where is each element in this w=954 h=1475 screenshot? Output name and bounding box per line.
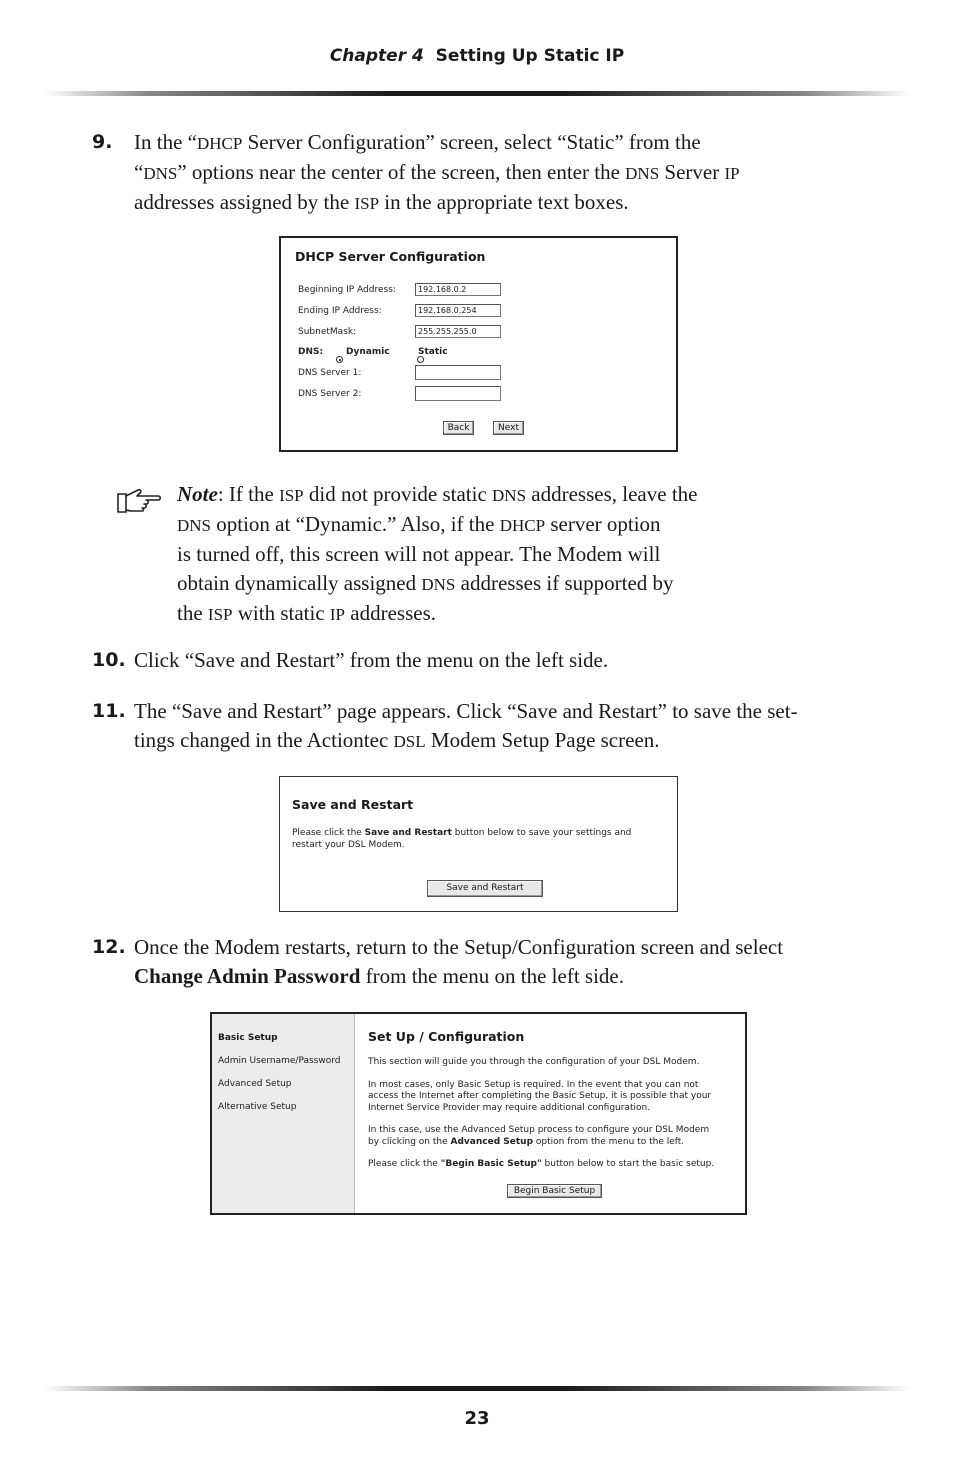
- change-admin-password-text: Change Admin Password: [134, 964, 361, 988]
- text-line: Once the Modem restarts, return to the Setup/Configuration screen and select: [134, 935, 784, 959]
- sidebar-item-admin-username-password[interactable]: Admin Username/Password: [218, 1056, 341, 1066]
- dynamic-option-label: Dynamic: [346, 347, 390, 357]
- chapter-label: Chapter 4: [329, 46, 424, 66]
- static-option-label: Static: [418, 347, 448, 357]
- pointing-hand-icon: [116, 486, 164, 516]
- setup-title: Set Up / Configuration: [368, 1029, 525, 1044]
- step-text: [134, 128, 894, 218]
- step-text: Click “Save and Restart” from the menu on the left side.: [134, 648, 609, 672]
- text-line: tings changed in the Actiontec DSL Modem Setup Page screen.: [134, 728, 660, 752]
- save-restart-instructions: [292, 828, 677, 851]
- dns-server1-label: DNS Server 1:: [298, 368, 362, 378]
- dhcp-config-screenshot: [279, 236, 678, 452]
- setup-sidebar: [212, 1014, 355, 1213]
- dns-server1-input[interactable]: [415, 365, 501, 380]
- save-restart-title: Save and Restart: [292, 797, 414, 812]
- text-line: restart your DSL Modem.: [292, 839, 405, 850]
- save-restart-screenshot: [279, 776, 678, 912]
- step-number: 10.: [92, 649, 126, 671]
- text-line: obtain dynamically assigned DNS addresses if supported by: [177, 571, 674, 595]
- begin-basic-setup-button[interactable]: Begin Basic Setup: [507, 1184, 602, 1198]
- static-radio[interactable]: [417, 356, 424, 363]
- chapter-title: Setting Up Static IP: [435, 46, 625, 66]
- setup-body: [368, 1057, 743, 1171]
- text-line: “DNS” options near the center of the screen, then enter the DNS Server IP: [134, 160, 740, 184]
- text-line: In most cases, only Basic Setup is required. In the event that you can not: [368, 1079, 699, 1090]
- step-number: 9.: [92, 131, 113, 153]
- text-line: addresses assigned by the ISP in the appropriate text boxes.: [134, 190, 629, 214]
- text-line: In this case, use the Advanced Setup process to configure your DSL Modem: [368, 1125, 710, 1135]
- text-line: Please click the Save and Restart button below to save your settings and: [292, 828, 632, 838]
- running-header: [0, 46, 954, 66]
- note-block: [177, 480, 797, 629]
- end-ip-label: Ending IP Address:: [298, 306, 382, 316]
- text-line: Change Admin Password from the menu on the left side.: [134, 964, 624, 988]
- subnet-mask-label: SubnetMask:: [298, 327, 357, 337]
- next-button[interactable]: Next: [493, 421, 524, 435]
- dhcp-title: DHCP Server Configuration: [295, 249, 486, 264]
- note-label: Note: [177, 482, 218, 506]
- text-line: DNS option at “Dynamic.” Also, if the DHCP server option: [177, 512, 661, 536]
- page-number: 23: [464, 1408, 490, 1429]
- end-ip-input[interactable]: 192.168.0.254: [415, 304, 501, 317]
- save-and-restart-button[interactable]: Save and Restart: [427, 880, 543, 897]
- text-line: Note: If the ISP did not provide static DNS addresses, leave the: [177, 482, 698, 506]
- sidebar-item-advanced-setup[interactable]: Advanced Setup: [218, 1079, 292, 1089]
- sidebar-item-basic-setup[interactable]: Basic Setup: [218, 1033, 278, 1043]
- text-line: Please click the "Begin Basic Setup" button below to start the basic setup.: [368, 1159, 715, 1169]
- dns-label: DNS:: [298, 347, 324, 357]
- setup-config-screenshot: [210, 1012, 747, 1215]
- dns-server2-label: DNS Server 2:: [298, 389, 362, 399]
- subnet-mask-input[interactable]: 255.255.255.0: [415, 325, 501, 338]
- text-line: the ISP with static IP addresses.: [177, 601, 436, 625]
- text-line: by clicking on the Advanced Setup option from the menu to the left.: [368, 1136, 685, 1147]
- dns-server2-input[interactable]: [415, 386, 501, 401]
- text-line: access the Internet after completing the Basic Setup, it is possible that your: [368, 1091, 712, 1101]
- step-text: [134, 697, 894, 756]
- begin-ip-input[interactable]: 192.168.0.2: [415, 283, 501, 296]
- step-number: 12.: [92, 936, 126, 958]
- back-button[interactable]: Back: [443, 421, 474, 435]
- step-text: [134, 933, 894, 991]
- begin-ip-label: Beginning IP Address:: [298, 285, 396, 295]
- dynamic-radio[interactable]: [336, 356, 343, 363]
- text-line: is turned off, this screen will not appear. The Modem will: [177, 542, 661, 566]
- text-line: In the “DHCP Server Configuration” screen, select “Static” from the: [134, 130, 701, 154]
- sidebar-item-alternative-setup[interactable]: Alternative Setup: [218, 1102, 297, 1112]
- text-line: This section will guide you through the configuration of your DSL Modem.: [368, 1057, 700, 1067]
- text-line: Internet Service Provider may require additional configuration.: [368, 1102, 651, 1113]
- step-number: 11.: [92, 700, 126, 722]
- header-rule: [44, 91, 910, 96]
- footer-rule: [44, 1386, 910, 1391]
- text-line: The “Save and Restart” page appears. Click “Save and Restart” to save the set-: [134, 699, 798, 723]
